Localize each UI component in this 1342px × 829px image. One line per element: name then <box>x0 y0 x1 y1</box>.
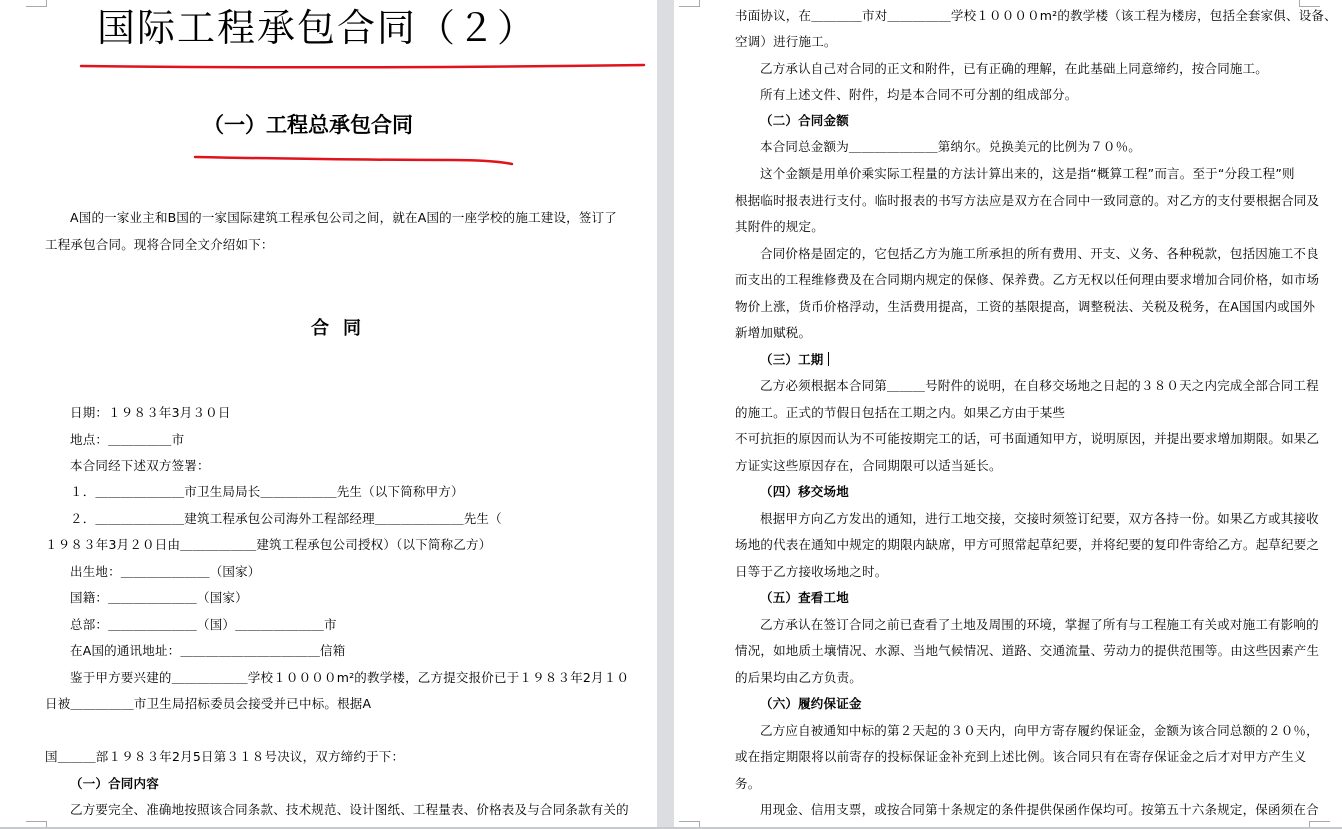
paragraph-line: 方证实这些原因存在，合同期限可以适当延长。 <box>735 458 1002 473</box>
margin-corner-mark <box>1299 0 1320 7</box>
paragraph-line: 日被＿＿＿＿＿市卫生局招标委员会接受并已中标。根据A <box>45 696 372 711</box>
paragraph-line: 新增加赋税。 <box>735 325 812 340</box>
paragraph-line: 或在指定期限将以前寄存的投标保证金补充到上述比例。该合同只有在寄存保证金之后才对甲方产生义 <box>735 749 1307 764</box>
section-heading[interactable] <box>760 352 829 368</box>
paragraph-line: 在A国的通讯地址：＿＿＿＿＿＿＿＿＿＿＿信箱 <box>70 643 346 658</box>
paragraph-line: 的后果均由乙方负责。 <box>735 670 863 685</box>
paragraph-line: A国的一家业主和B国的一家国际建筑工程承包公司之间，就在A国的一座学校的施工建设，签订了 <box>70 210 617 225</box>
section-subtitle: （一）工程总承包合同 <box>203 112 413 137</box>
subtitle-underline-annotation <box>192 152 517 168</box>
paragraph-line: 空调）进行施工。 <box>735 34 837 49</box>
paragraph-line: 地点：＿＿＿＿＿市 <box>70 432 185 447</box>
contract-heading: 合同 <box>311 318 375 339</box>
paragraph-line: 日等于乙方接收场地之时。 <box>735 564 888 579</box>
paragraph-line: 合同价格是固定的，它包括乙方为施工所承担的所有费用、开支、义务、各种税款，包括因施工不良 <box>760 246 1319 261</box>
paragraph-line: １９８３年3月２０日由＿＿＿＿＿＿建筑工程承包公司授权）（以下简称乙方） <box>45 537 492 552</box>
paragraph-line: 出生地：＿＿＿＿＿＿＿（国家） <box>70 564 261 579</box>
margin-corner-mark <box>679 0 700 7</box>
paragraph-line: 书面协议，在＿＿＿＿市对＿＿＿＿＿学校１００００m²的教学楼（该工程为楼房，包括全套家俱、设备、 <box>735 8 1337 23</box>
title-underline-annotation <box>78 60 648 72</box>
paragraph-line: 情况，如地质土壤情况、水源、当地气候情况、道路、交通流量、劳动力的提供范围等。由这些因素产生 <box>735 643 1320 658</box>
paragraph-line: 而支出的工程维修费及在合同期内规定的保修、保养费。乙方无权以任何理由要求增加合同价格，如市场 <box>735 272 1320 287</box>
paragraph-line: 乙方应自被通知中标的第２天起的３０天内，向甲方寄存履约保证金，金额为该合同总额的２０％， <box>760 723 1319 738</box>
paragraph-line: 这个金额是用单价乘实际工程量的方法计算出来的，这是指“概算工程”而言。至于“分段工程”则 <box>760 166 1295 181</box>
paragraph-line: 本合同总金额为＿＿＿＿＿＿＿第纳尔。兑换美元的比例为７０％。 <box>760 139 1142 154</box>
section-heading: （四）移交场地 <box>760 484 849 499</box>
paragraph-line: 总部：＿＿＿＿＿＿＿（国）＿＿＿＿＿＿＿市 <box>70 617 337 632</box>
paragraph-line: ２．＿＿＿＿＿＿＿建筑工程承包公司海外工程部经理＿＿＿＿＿＿＿先生（ <box>70 511 502 526</box>
paragraph-line: 务。 <box>735 776 761 791</box>
margin-corner-mark <box>26 0 47 7</box>
paragraph-line: １．＿＿＿＿＿＿＿市卫生局局长＿＿＿＿＿＿先生（以下简称甲方） <box>70 484 464 499</box>
paragraph-line: 物价上涨，货币价格浮动，生活费用提高，工资的基限提高，调整税法、关税及税务，在A国国内或国外 <box>735 299 1316 314</box>
document-title: 国际工程承包合同（２） <box>97 6 538 50</box>
paragraph-line: 所有上述文件、附件，均是本合同不可分割的组成部分。 <box>760 87 1078 102</box>
paragraph-line: 乙方必须根据本合同第＿＿＿号附件的说明，在自移交场地之日起的３８０天之内完成全部合同工程 <box>760 378 1319 393</box>
paragraph-line: 的施工。正式的节假日包括在工期之内。如果乙方由于某些 <box>735 405 1066 420</box>
section-heading: （六）履约保证金 <box>760 696 862 711</box>
document-page-left <box>0 0 657 829</box>
paragraph-line: 工程承包合同。现将合同全文介绍如下： <box>45 237 274 252</box>
paragraph-line: 国＿＿＿部１９８３年2月5日第３１８号决议，双方缔约于下： <box>45 749 405 764</box>
section-heading: （二）合同金额 <box>760 113 849 128</box>
paragraph-line: 鉴于甲方要兴建的＿＿＿＿＿＿学校１００００m²的教学楼，乙方提交报价已于１９８３年2月１０ <box>70 670 630 685</box>
paragraph-line: 国籍：＿＿＿＿＿＿＿（国家） <box>70 590 248 605</box>
section-heading: （五）查看工地 <box>760 590 849 605</box>
document-page-right <box>674 0 1342 829</box>
paragraph-line: 不可抗拒的原因而认为不可能按期完工的话，可书面通知甲方，说明原因，并提出要求增加期限。如果乙 <box>735 431 1320 446</box>
section-heading: （一）合同内容 <box>70 776 159 791</box>
paragraph-line: 根据临时报表进行支付。临时报表的书写方法应是双方在合同中一致同意的。对乙方的支付要根据合同及 <box>735 193 1320 208</box>
paragraph-line: 日期：１９８３年3月３０日 <box>70 405 231 420</box>
paragraph-line: 其附件的规定。 <box>735 219 824 234</box>
paragraph-line: 本合同经下述双方签署： <box>70 458 210 473</box>
paragraph-line: 根据甲方向乙方发出的通知，进行工地交接，交接时须签订纪要，双方各持一份。如果乙方或其接收 <box>760 511 1319 526</box>
text-cursor <box>828 352 830 366</box>
paragraph-line: 乙方承认在签订合同之前已查看了土地及周围的环境，掌握了所有与工程施工有关或对施工有影响的 <box>760 617 1319 632</box>
paragraph-line: 场地的代表在通知中规定的期限内缺席，甲方可照常起草纪要，并将纪要的复印件寄给乙方。起草纪要之 <box>735 537 1320 552</box>
paragraph-line: 乙方要完全、准确地按照该合同条款、技术规范、设计图纸、工程量表、价格表及与合同条款有关的 <box>70 802 629 817</box>
page-gap <box>657 0 674 829</box>
paragraph-line: 用现金、信用支票，或按合同第十条规定的条件提供保函作保均可。按第五十六条规定，保函须在合 <box>760 802 1319 817</box>
section-heading-text: （三）工期 <box>760 352 824 367</box>
paragraph-line: 乙方承认自己对合同的正文和附件，已有正确的理解，在此基础上同意缔约，按合同施工。 <box>760 61 1269 76</box>
